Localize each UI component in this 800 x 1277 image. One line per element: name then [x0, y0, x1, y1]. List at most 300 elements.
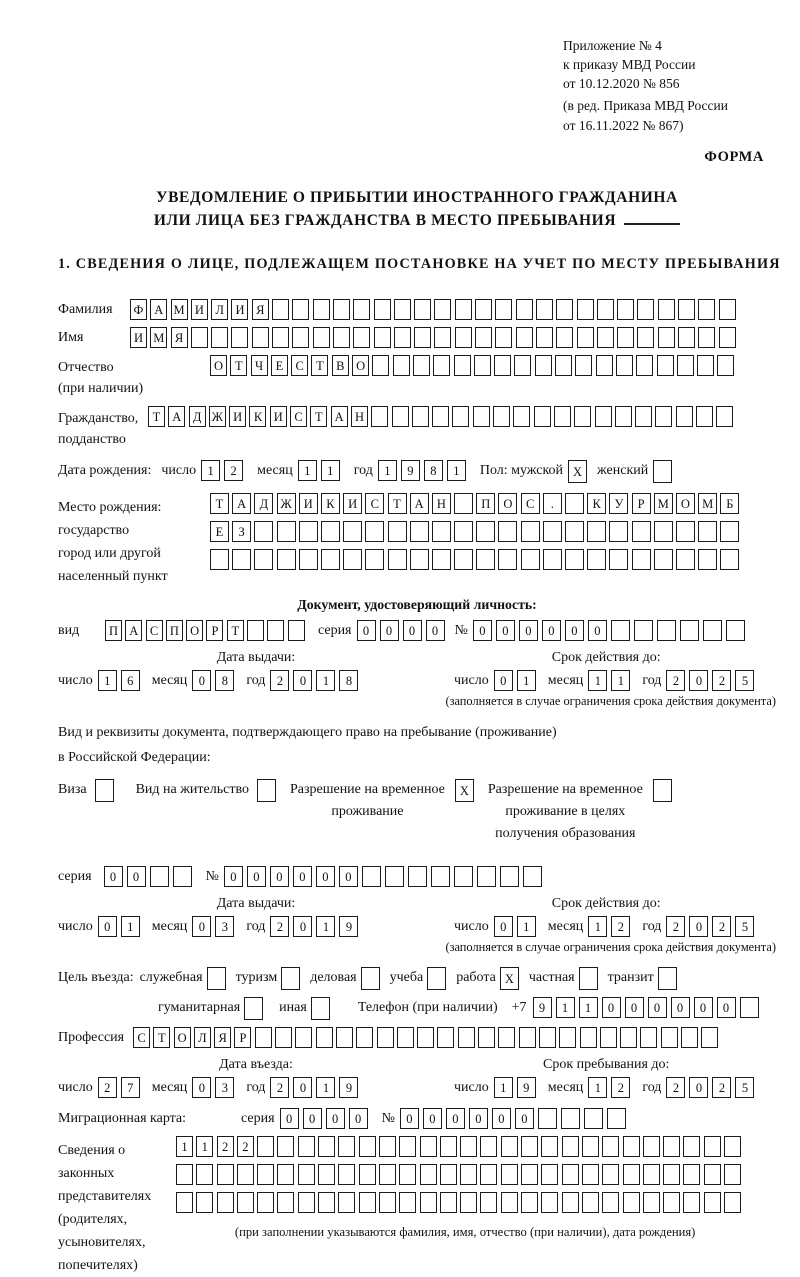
residence-valid-day-cell[interactable]: 0 — [494, 916, 513, 937]
birthplace-cell[interactable] — [321, 521, 340, 542]
profession-cell[interactable]: О — [174, 1027, 191, 1048]
birthplace-cell[interactable] — [343, 549, 362, 570]
birthplace-cell[interactable]: К — [321, 493, 340, 514]
identity-doc-number-cell[interactable] — [726, 620, 745, 641]
representatives-cell[interactable] — [521, 1164, 538, 1185]
representatives-cell[interactable] — [501, 1164, 518, 1185]
given-name-cell[interactable] — [637, 327, 654, 348]
birthplace-cell[interactable] — [321, 549, 340, 570]
profession-cell[interactable] — [316, 1027, 333, 1048]
patronymic-cell[interactable] — [514, 355, 531, 376]
surname-cell[interactable] — [414, 299, 431, 320]
migration-card-number-cell[interactable]: 0 — [492, 1108, 511, 1129]
birthdate-year-cell[interactable]: 1 — [447, 460, 466, 481]
residence-valid-year-cell[interactable]: 5 — [735, 916, 754, 937]
birthplace-cell[interactable] — [521, 549, 540, 570]
rvp-checkbox-cell[interactable]: X — [455, 779, 474, 802]
birthplace-cell[interactable] — [299, 521, 318, 542]
representatives-cell[interactable] — [643, 1136, 660, 1157]
identity-doc-type-cell[interactable]: С — [146, 620, 163, 641]
birthplace-cell[interactable]: Т — [388, 493, 407, 514]
identity-doc-type-cell[interactable]: П — [105, 620, 122, 641]
patronymic-cell[interactable] — [535, 355, 552, 376]
citizenship-cell[interactable]: С — [290, 406, 307, 427]
birthplace-cell[interactable] — [609, 549, 628, 570]
profession-cell[interactable] — [275, 1027, 292, 1048]
identity-doc-type-cell[interactable]: Т — [227, 620, 244, 641]
representatives-cell[interactable] — [399, 1192, 416, 1213]
birthplace-cell[interactable]: Е — [210, 521, 229, 542]
purpose-other-cell[interactable] — [311, 997, 330, 1020]
birthplace-cell[interactable] — [498, 549, 517, 570]
residence-valid-month-cell[interactable]: 1 — [588, 916, 607, 937]
representatives-cell[interactable]: 1 — [196, 1136, 213, 1157]
birthplace-cell[interactable]: Р — [632, 493, 651, 514]
given-name-cell[interactable] — [658, 327, 675, 348]
visa-checkbox-cell[interactable] — [95, 779, 114, 802]
residence-issue-year-cell[interactable]: 0 — [293, 916, 312, 937]
phone-cell[interactable]: 0 — [671, 997, 690, 1018]
patronymic-cell[interactable] — [636, 355, 653, 376]
representatives-cell[interactable] — [420, 1136, 437, 1157]
representatives-cell[interactable] — [318, 1164, 335, 1185]
patronymic-cell[interactable] — [454, 355, 471, 376]
citizenship-cell[interactable] — [493, 406, 510, 427]
profession-cell[interactable] — [417, 1027, 434, 1048]
representatives-cell[interactable] — [704, 1164, 721, 1185]
identity-issue-month-cell[interactable]: 0 — [192, 670, 211, 691]
residence-issue-year-cell[interactable]: 2 — [270, 916, 289, 937]
representatives-cell[interactable] — [683, 1164, 700, 1185]
given-name-cell[interactable] — [313, 327, 330, 348]
identity-doc-number-cell[interactable]: 0 — [542, 620, 561, 641]
citizenship-cell[interactable] — [432, 406, 449, 427]
identity-doc-series-cell[interactable]: 0 — [403, 620, 422, 641]
birthplace-cell[interactable] — [587, 521, 606, 542]
birthplace-cell[interactable]: У — [609, 493, 628, 514]
surname-cell[interactable] — [434, 299, 451, 320]
citizenship-cell[interactable] — [716, 406, 733, 427]
identity-doc-type-cell[interactable] — [267, 620, 284, 641]
identity-doc-type-cell[interactable]: П — [166, 620, 183, 641]
identity-issue-year-cell[interactable]: 8 — [339, 670, 358, 691]
given-name-cell[interactable] — [252, 327, 269, 348]
birthplace-cell[interactable]: Н — [432, 493, 451, 514]
residence-doc-series-cell[interactable]: 0 — [104, 866, 123, 887]
surname-cell[interactable] — [678, 299, 695, 320]
migration-card-number-cell[interactable]: 0 — [515, 1108, 534, 1129]
identity-doc-number-cell[interactable]: 0 — [519, 620, 538, 641]
residence-doc-number-cell[interactable]: 0 — [339, 866, 358, 887]
representatives-cell[interactable] — [379, 1164, 396, 1185]
residence-valid-month-cell[interactable]: 2 — [611, 916, 630, 937]
profession-cell[interactable] — [437, 1027, 454, 1048]
citizenship-cell[interactable]: Ж — [209, 406, 226, 427]
given-name-cell[interactable] — [272, 327, 289, 348]
profession-cell[interactable] — [600, 1027, 617, 1048]
patronymic-cell[interactable] — [474, 355, 491, 376]
birthplace-cell[interactable] — [432, 549, 451, 570]
representatives-cell[interactable] — [582, 1192, 599, 1213]
given-name-cell[interactable] — [597, 327, 614, 348]
given-name-cell[interactable] — [516, 327, 533, 348]
birthplace-cell[interactable]: С — [521, 493, 540, 514]
sex-male-checkbox-cell[interactable]: X — [568, 460, 587, 483]
entry-month-cell[interactable]: 0 — [192, 1077, 211, 1098]
given-name-cell[interactable] — [495, 327, 512, 348]
migration-card-number-cell[interactable]: 0 — [423, 1108, 442, 1129]
profession-cell[interactable] — [559, 1027, 576, 1048]
patronymic-cell[interactable]: С — [291, 355, 308, 376]
given-name-cell[interactable] — [333, 327, 350, 348]
representatives-cell[interactable] — [623, 1136, 640, 1157]
profession-cell[interactable] — [498, 1027, 515, 1048]
residence-valid-year-cell[interactable]: 2 — [666, 916, 685, 937]
profession-cell[interactable] — [295, 1027, 312, 1048]
residence-permit-checkbox-cell[interactable] — [257, 779, 276, 802]
given-name-cell[interactable] — [374, 327, 391, 348]
patronymic-cell[interactable]: Т — [311, 355, 328, 376]
representatives-cell[interactable] — [562, 1164, 579, 1185]
birthplace-cell[interactable]: М — [654, 493, 673, 514]
profession-cell[interactable] — [356, 1027, 373, 1048]
representatives-cell[interactable] — [541, 1164, 558, 1185]
identity-doc-series-cell[interactable]: 0 — [426, 620, 445, 641]
residence-doc-number-cell[interactable]: 0 — [270, 866, 289, 887]
residence-doc-number-cell[interactable] — [454, 866, 473, 887]
surname-cell[interactable] — [637, 299, 654, 320]
birthplace-cell[interactable] — [343, 521, 362, 542]
surname-cell[interactable]: И — [191, 299, 208, 320]
residence-doc-number-cell[interactable] — [523, 866, 542, 887]
purpose-study-cell[interactable] — [427, 967, 446, 990]
phone-cell[interactable]: 0 — [694, 997, 713, 1018]
patronymic-cell[interactable]: В — [332, 355, 349, 376]
representatives-cell[interactable] — [501, 1136, 518, 1157]
identity-issue-day-cell[interactable]: 1 — [98, 670, 117, 691]
surname-cell[interactable] — [617, 299, 634, 320]
representatives-cell[interactable] — [338, 1192, 355, 1213]
given-name-cell[interactable] — [353, 327, 370, 348]
birthplace-cell[interactable] — [388, 549, 407, 570]
representatives-cell[interactable] — [196, 1164, 213, 1185]
representatives-cell[interactable] — [562, 1136, 579, 1157]
birthplace-cell[interactable]: Б — [720, 493, 739, 514]
representatives-cell[interactable]: 2 — [237, 1136, 254, 1157]
birthplace-cell[interactable] — [676, 521, 695, 542]
birthplace-cell[interactable]: О — [498, 493, 517, 514]
birthplace-cell[interactable] — [210, 549, 229, 570]
surname-cell[interactable] — [719, 299, 736, 320]
stay-year-cell[interactable]: 2 — [712, 1077, 731, 1098]
profession-cell[interactable] — [377, 1027, 394, 1048]
patronymic-cell[interactable] — [494, 355, 511, 376]
representatives-cell[interactable] — [704, 1192, 721, 1213]
birthplace-cell[interactable] — [565, 493, 584, 514]
representatives-cell[interactable] — [460, 1164, 477, 1185]
profession-cell[interactable] — [661, 1027, 678, 1048]
patronymic-cell[interactable]: Т — [230, 355, 247, 376]
representatives-cell[interactable] — [237, 1192, 254, 1213]
surname-cell[interactable] — [577, 299, 594, 320]
given-name-cell[interactable] — [394, 327, 411, 348]
birthplace-cell[interactable]: К — [587, 493, 606, 514]
given-name-cell[interactable] — [678, 327, 695, 348]
surname-cell[interactable] — [394, 299, 411, 320]
given-name-cell[interactable] — [698, 327, 715, 348]
representatives-cell[interactable] — [521, 1192, 538, 1213]
given-name-cell[interactable] — [556, 327, 573, 348]
representatives-cell[interactable] — [318, 1192, 335, 1213]
stay-year-cell[interactable]: 5 — [735, 1077, 754, 1098]
given-name-cell[interactable] — [191, 327, 208, 348]
identity-valid-year-cell[interactable]: 5 — [735, 670, 754, 691]
citizenship-cell[interactable]: Н — [351, 406, 368, 427]
migration-card-number-cell[interactable] — [607, 1108, 626, 1129]
patronymic-cell[interactable]: Е — [271, 355, 288, 376]
birthplace-cell[interactable] — [654, 549, 673, 570]
purpose-transit-cell[interactable] — [658, 967, 677, 990]
identity-doc-number-cell[interactable] — [611, 620, 630, 641]
birthplace-cell[interactable]: О — [676, 493, 695, 514]
birthplace-cell[interactable]: З — [232, 521, 251, 542]
patronymic-cell[interactable] — [677, 355, 694, 376]
birthdate-day-cell[interactable]: 2 — [224, 460, 243, 481]
given-name-cell[interactable] — [211, 327, 228, 348]
birthplace-cell[interactable]: М — [698, 493, 717, 514]
phone-cell[interactable]: 0 — [602, 997, 621, 1018]
representatives-cell[interactable] — [480, 1192, 497, 1213]
residence-doc-series-cell[interactable] — [173, 866, 192, 887]
birthplace-cell[interactable] — [632, 549, 651, 570]
citizenship-cell[interactable] — [392, 406, 409, 427]
birthplace-cell[interactable]: И — [343, 493, 362, 514]
residence-issue-day-cell[interactable]: 1 — [121, 916, 140, 937]
representatives-cell[interactable] — [480, 1164, 497, 1185]
surname-cell[interactable]: Я — [252, 299, 269, 320]
identity-issue-month-cell[interactable]: 8 — [215, 670, 234, 691]
representatives-cell[interactable] — [704, 1136, 721, 1157]
birthplace-cell[interactable] — [654, 521, 673, 542]
birthplace-cell[interactable] — [454, 493, 473, 514]
profession-cell[interactable] — [397, 1027, 414, 1048]
citizenship-cell[interactable]: Т — [310, 406, 327, 427]
stay-month-cell[interactable]: 1 — [588, 1077, 607, 1098]
representatives-cell[interactable] — [440, 1136, 457, 1157]
birthplace-cell[interactable]: А — [410, 493, 429, 514]
birthdate-day-cell[interactable]: 1 — [201, 460, 220, 481]
identity-issue-day-cell[interactable]: 6 — [121, 670, 140, 691]
birthplace-cell[interactable]: С — [365, 493, 384, 514]
citizenship-cell[interactable] — [412, 406, 429, 427]
profession-cell[interactable]: С — [133, 1027, 150, 1048]
representatives-cell[interactable] — [257, 1192, 274, 1213]
entry-year-cell[interactable]: 1 — [316, 1077, 335, 1098]
representatives-cell[interactable] — [663, 1164, 680, 1185]
stay-year-cell[interactable]: 0 — [689, 1077, 708, 1098]
profession-cell[interactable]: Т — [153, 1027, 170, 1048]
birthplace-cell[interactable] — [388, 521, 407, 542]
profession-cell[interactable]: Я — [214, 1027, 231, 1048]
representatives-cell[interactable] — [602, 1136, 619, 1157]
representatives-cell[interactable] — [460, 1192, 477, 1213]
surname-cell[interactable] — [374, 299, 391, 320]
surname-cell[interactable] — [353, 299, 370, 320]
phone-cell[interactable]: 9 — [533, 997, 552, 1018]
representatives-cell[interactable] — [643, 1164, 660, 1185]
stay-day-cell[interactable]: 9 — [517, 1077, 536, 1098]
citizenship-cell[interactable] — [452, 406, 469, 427]
representatives-cell[interactable] — [298, 1136, 315, 1157]
birthplace-cell[interactable] — [632, 521, 651, 542]
representatives-cell[interactable] — [724, 1192, 741, 1213]
surname-cell[interactable] — [495, 299, 512, 320]
phone-cell[interactable]: 1 — [556, 997, 575, 1018]
representatives-cell[interactable] — [318, 1136, 335, 1157]
given-name-cell[interactable] — [414, 327, 431, 348]
entry-year-cell[interactable]: 0 — [293, 1077, 312, 1098]
citizenship-cell[interactable]: А — [168, 406, 185, 427]
identity-doc-type-cell[interactable]: Р — [206, 620, 223, 641]
given-name-cell[interactable] — [231, 327, 248, 348]
birthdate-year-cell[interactable]: 1 — [378, 460, 397, 481]
representatives-cell[interactable] — [643, 1192, 660, 1213]
birthplace-cell[interactable] — [565, 549, 584, 570]
profession-cell[interactable] — [701, 1027, 718, 1048]
citizenship-cell[interactable] — [635, 406, 652, 427]
profession-cell[interactable] — [255, 1027, 272, 1048]
given-name-cell[interactable] — [434, 327, 451, 348]
phone-cell[interactable]: 0 — [717, 997, 736, 1018]
representatives-cell[interactable]: 1 — [176, 1136, 193, 1157]
representatives-cell[interactable] — [237, 1164, 254, 1185]
representatives-cell[interactable] — [683, 1192, 700, 1213]
birthdate-year-cell[interactable]: 8 — [424, 460, 443, 481]
representatives-cell[interactable] — [460, 1136, 477, 1157]
residence-issue-day-cell[interactable]: 0 — [98, 916, 117, 937]
patronymic-cell[interactable] — [413, 355, 430, 376]
residence-doc-number-cell[interactable]: 0 — [224, 866, 243, 887]
representatives-cell[interactable] — [298, 1192, 315, 1213]
given-name-cell[interactable]: И — [130, 327, 147, 348]
migration-card-number-cell[interactable] — [538, 1108, 557, 1129]
representatives-cell[interactable] — [663, 1192, 680, 1213]
birthplace-cell[interactable]: Т — [210, 493, 229, 514]
given-name-cell[interactable] — [719, 327, 736, 348]
representatives-cell[interactable] — [420, 1164, 437, 1185]
identity-doc-type-cell[interactable]: О — [186, 620, 203, 641]
representatives-cell[interactable] — [257, 1136, 274, 1157]
representatives-cell[interactable] — [683, 1136, 700, 1157]
representatives-cell[interactable] — [399, 1164, 416, 1185]
citizenship-cell[interactable]: Д — [189, 406, 206, 427]
identity-doc-number-cell[interactable]: 0 — [473, 620, 492, 641]
stay-month-cell[interactable]: 2 — [611, 1077, 630, 1098]
surname-cell[interactable] — [313, 299, 330, 320]
representatives-cell[interactable] — [359, 1136, 376, 1157]
representatives-cell[interactable] — [541, 1136, 558, 1157]
patronymic-cell[interactable] — [433, 355, 450, 376]
representatives-cell[interactable] — [724, 1136, 741, 1157]
birthplace-cell[interactable] — [432, 521, 451, 542]
birthplace-cell[interactable] — [609, 521, 628, 542]
representatives-cell[interactable] — [582, 1164, 599, 1185]
patronymic-cell[interactable]: О — [210, 355, 227, 376]
birthplace-cell[interactable] — [565, 521, 584, 542]
birthplace-cell[interactable] — [410, 549, 429, 570]
identity-doc-number-cell[interactable] — [634, 620, 653, 641]
representatives-cell[interactable] — [176, 1164, 193, 1185]
residence-doc-number-cell[interactable] — [362, 866, 381, 887]
surname-cell[interactable] — [597, 299, 614, 320]
identity-valid-year-cell[interactable]: 0 — [689, 670, 708, 691]
citizenship-cell[interactable] — [473, 406, 490, 427]
citizenship-cell[interactable]: К — [249, 406, 266, 427]
citizenship-cell[interactable]: А — [331, 406, 348, 427]
representatives-cell[interactable] — [359, 1192, 376, 1213]
surname-cell[interactable]: Ф — [130, 299, 147, 320]
representatives-cell[interactable] — [277, 1136, 294, 1157]
representatives-cell[interactable] — [359, 1164, 376, 1185]
stay-year-cell[interactable]: 2 — [666, 1077, 685, 1098]
representatives-cell[interactable] — [196, 1192, 213, 1213]
residence-doc-series-cell[interactable] — [150, 866, 169, 887]
stay-day-cell[interactable]: 1 — [494, 1077, 513, 1098]
patronymic-cell[interactable] — [657, 355, 674, 376]
purpose-business-cell[interactable] — [361, 967, 380, 990]
patronymic-cell[interactable] — [393, 355, 410, 376]
given-name-cell[interactable]: М — [150, 327, 167, 348]
purpose-private-cell[interactable] — [579, 967, 598, 990]
birthplace-cell[interactable]: А — [232, 493, 251, 514]
citizenship-cell[interactable] — [371, 406, 388, 427]
profession-cell[interactable]: Л — [194, 1027, 211, 1048]
residence-doc-series-cell[interactable]: 0 — [127, 866, 146, 887]
birthplace-cell[interactable] — [476, 521, 495, 542]
purpose-official-cell[interactable] — [207, 967, 226, 990]
identity-doc-type-cell[interactable] — [288, 620, 305, 641]
identity-valid-day-cell[interactable]: 1 — [517, 670, 536, 691]
given-name-cell[interactable] — [292, 327, 309, 348]
identity-issue-year-cell[interactable]: 1 — [316, 670, 335, 691]
patronymic-cell[interactable] — [697, 355, 714, 376]
migration-card-number-cell[interactable]: 0 — [400, 1108, 419, 1129]
phone-cell[interactable] — [740, 997, 759, 1018]
citizenship-cell[interactable] — [513, 406, 530, 427]
birthplace-cell[interactable] — [299, 549, 318, 570]
purpose-tourism-cell[interactable] — [281, 967, 300, 990]
residence-valid-year-cell[interactable]: 0 — [689, 916, 708, 937]
birthplace-cell[interactable] — [277, 521, 296, 542]
profession-cell[interactable] — [336, 1027, 353, 1048]
residence-doc-number-cell[interactable] — [431, 866, 450, 887]
profession-cell[interactable]: Р — [234, 1027, 251, 1048]
birthdate-month-cell[interactable]: 1 — [298, 460, 317, 481]
migration-card-number-cell[interactable]: 0 — [446, 1108, 465, 1129]
profession-cell[interactable] — [519, 1027, 536, 1048]
profession-cell[interactable] — [580, 1027, 597, 1048]
surname-cell[interactable] — [536, 299, 553, 320]
birthplace-cell[interactable]: П — [476, 493, 495, 514]
representatives-cell[interactable] — [338, 1136, 355, 1157]
surname-cell[interactable] — [333, 299, 350, 320]
representatives-cell[interactable] — [602, 1164, 619, 1185]
birthdate-month-cell[interactable]: 1 — [321, 460, 340, 481]
profession-cell[interactable] — [640, 1027, 657, 1048]
identity-doc-series-cell[interactable]: 0 — [357, 620, 376, 641]
citizenship-cell[interactable] — [554, 406, 571, 427]
patronymic-cell[interactable] — [555, 355, 572, 376]
